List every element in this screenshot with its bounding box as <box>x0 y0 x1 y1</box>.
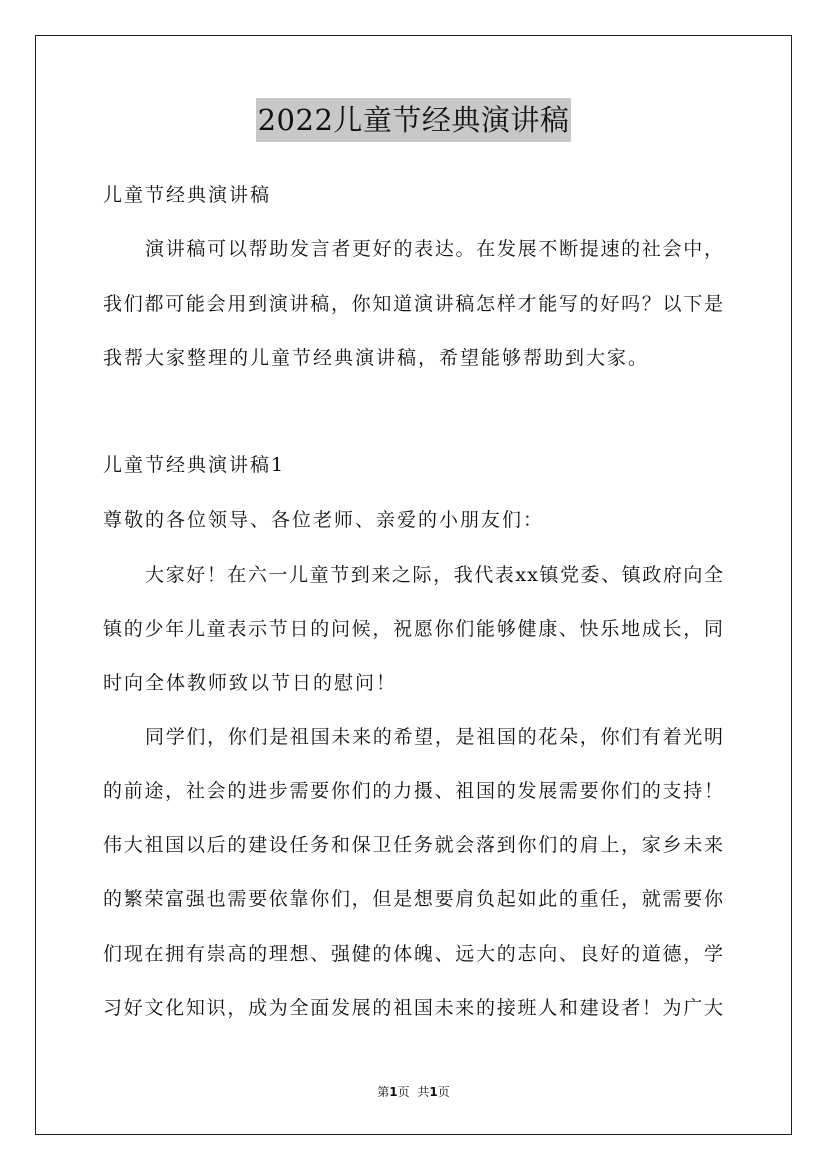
paragraph-line: 们现在拥有崇高的理想、强健的体魄、远大的志向、良好的道德，学 <box>103 943 724 965</box>
page-suffix: 页 <box>397 1085 410 1099</box>
paragraph-line: 时向全体教师致以节日的慰问！ <box>103 672 398 694</box>
salutation: 尊敬的各位领导、各位老师、亲爱的小朋友们： <box>103 509 545 531</box>
paragraph-line: 我们都可能会用到演讲稿，你知道演讲稿怎样才能写的好吗？以下是 <box>103 293 724 315</box>
paragraph-line: 大家好！在六一儿童节到来之际，我代表xx镇党委、镇政府向全 <box>145 564 724 586</box>
section-heading: 儿童节经典演讲稿 <box>103 184 272 206</box>
document-title: 2022儿童节经典演讲稿 <box>256 98 572 142</box>
paragraph-line: 伟大祖国以后的建设任务和保卫任务就会落到你们的肩上，家乡未来 <box>103 834 724 856</box>
total-pages: 1 <box>429 1085 438 1099</box>
page-number: 1 <box>389 1085 398 1099</box>
paragraph-line: 我帮大家整理的儿童节经典演讲稿，希望能够帮助到大家。 <box>103 347 650 369</box>
paragraph-line: 的繁荣富强也需要依靠你们，但是想要肩负起如此的重任，就需要你 <box>103 888 724 910</box>
total-suffix: 页 <box>437 1085 450 1099</box>
paragraph-line: 演讲稿可以帮助发言者更好的表达。在发展不断提速的社会中， <box>145 238 724 260</box>
paragraph-line: 镇的少年儿童表示节日的问候，祝愿你们能够健康、快乐地成长，同 <box>103 618 724 640</box>
paragraph-line: 同学们，你们是祖国未来的希望，是祖国的花朵，你们有着光明 <box>145 726 724 748</box>
paragraph-line: 习好文化知识，成为全面发展的祖国未来的接班人和建设者！为广大 <box>103 997 724 1019</box>
page-footer <box>0 1084 827 1100</box>
total-prefix: 共 <box>417 1085 430 1099</box>
speech-heading: 儿童节经典演讲稿1 <box>103 454 286 476</box>
paragraph-line: 的前途，社会的进步需要你们的力摄、祖国的发展需要你们的支持！ <box>103 780 724 802</box>
title-container <box>0 98 827 142</box>
page-prefix: 第 <box>377 1085 390 1099</box>
